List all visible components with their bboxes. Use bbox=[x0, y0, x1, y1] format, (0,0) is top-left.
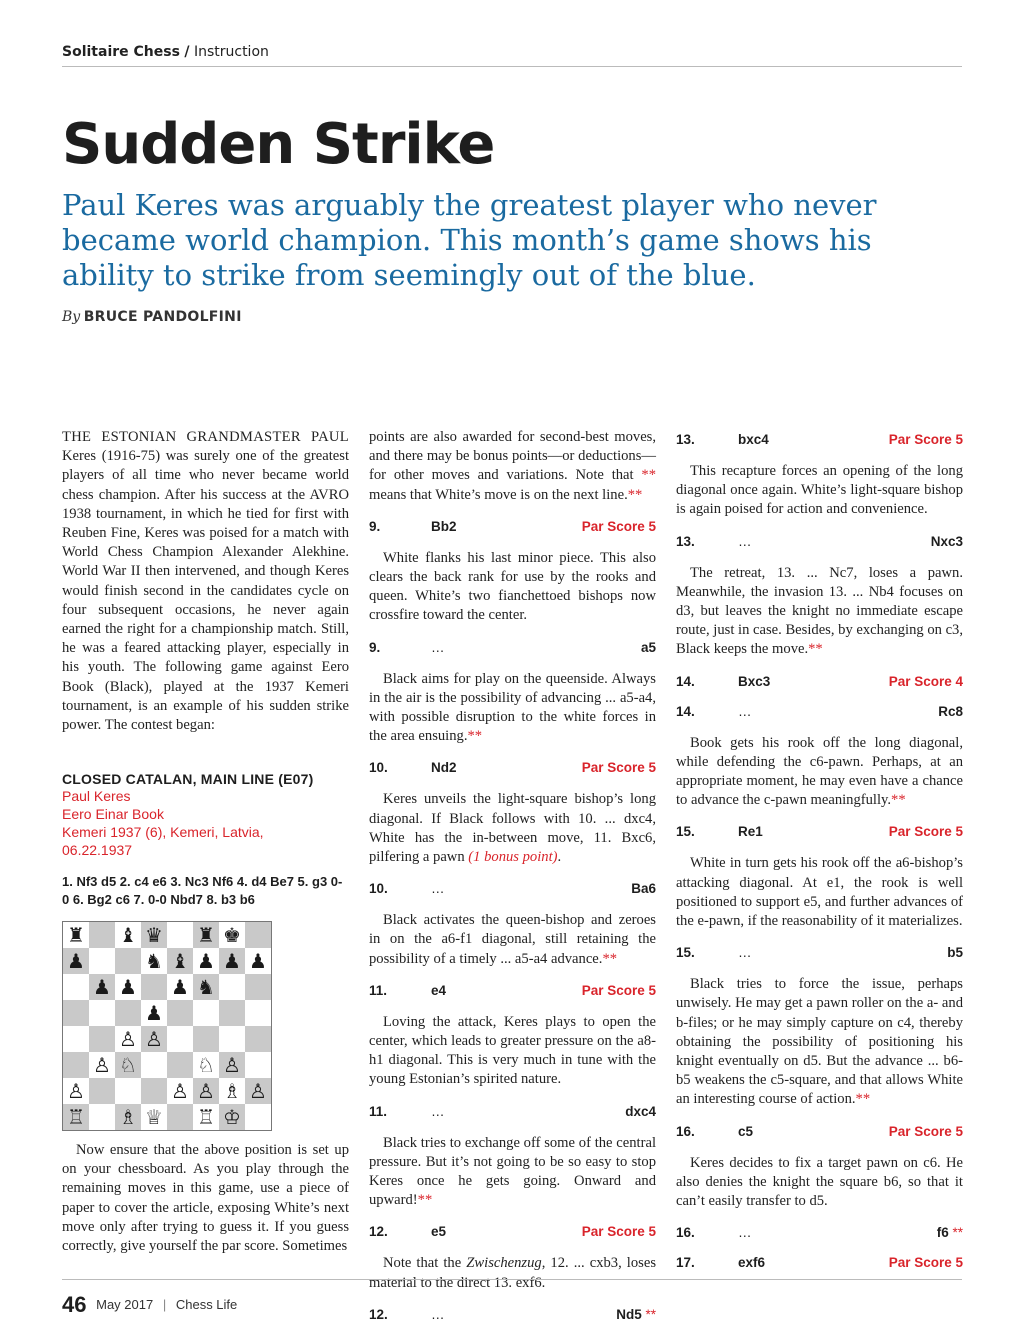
chess-piece-icon: ♗ bbox=[223, 1079, 241, 1103]
move-ellipsis: … bbox=[431, 881, 445, 897]
board-square-c2 bbox=[115, 1078, 141, 1104]
board-square-e7 bbox=[167, 948, 193, 974]
comment-13-black bbox=[676, 564, 963, 660]
article-title: Sudden Strike bbox=[62, 112, 495, 177]
chess-piece-icon: ♟ bbox=[197, 949, 215, 973]
board-square-g5 bbox=[219, 1000, 245, 1026]
move-number: 12. bbox=[369, 1224, 388, 1240]
board-square-a2 bbox=[63, 1078, 89, 1104]
move-san: a5 bbox=[640, 639, 656, 655]
chess-piece-icon: ♟ bbox=[223, 949, 241, 973]
article-deck: Paul Keres was arguably the greatest player who never became world champion. This month’s game shows his ability to strike from seemingly out of the blue. bbox=[62, 188, 877, 292]
move-san: Bb2 bbox=[431, 518, 457, 534]
board-square-b2 bbox=[89, 1078, 115, 1104]
chess-piece-icon: ♔ bbox=[223, 1105, 241, 1129]
move-number: 10. bbox=[369, 760, 388, 776]
comment-text: Keres unveils the light-square bishop’s long diagonal. If Black follows with 10. ... dxc4, White has the in-between move, 11. Bxc6, pilfering a pawn bbox=[369, 791, 656, 866]
byline-by: By bbox=[62, 309, 81, 325]
chess-piece-icon: ♖ bbox=[197, 1105, 215, 1129]
move-number: 11. bbox=[369, 1103, 388, 1119]
move-ellipsis: … bbox=[431, 1306, 445, 1322]
comment-text: Book gets his rook off the long diagonal, while defending the c6-pawn. Perhaps, at an appropriate moment, he may even have a chance to advance the c-pawn meaningfully. bbox=[676, 734, 963, 809]
header-category: Instruction bbox=[193, 44, 269, 60]
italic-term: Zwischenzug bbox=[466, 1255, 542, 1272]
comment-12-white bbox=[369, 1254, 656, 1292]
board-square-e3 bbox=[167, 1052, 193, 1078]
chess-piece-icon: ♞ bbox=[197, 975, 215, 999]
board-square-f8 bbox=[193, 922, 219, 948]
par-score: Par Score 5 bbox=[888, 1123, 963, 1139]
board-square-e1 bbox=[167, 1104, 193, 1130]
chess-piece-icon: ♙ bbox=[197, 1079, 215, 1103]
board-square-d6 bbox=[141, 974, 167, 1000]
chess-piece-icon: ♙ bbox=[249, 1079, 267, 1103]
board-square-d5 bbox=[141, 1000, 167, 1026]
chess-piece-icon: ♕ bbox=[145, 1105, 163, 1129]
board-square-a7 bbox=[63, 948, 89, 974]
chess-piece-icon: ♙ bbox=[145, 1027, 163, 1051]
move-ellipsis: … bbox=[738, 703, 752, 719]
board-square-d2 bbox=[141, 1078, 167, 1104]
move-san: f6 bbox=[936, 1225, 949, 1241]
move-number: 14. bbox=[676, 673, 695, 689]
par-score: Par Score 5 bbox=[888, 824, 963, 840]
star-marker: ** bbox=[627, 486, 643, 503]
game-event: Kemeri 1937 (6), Kemeri, Latvia, bbox=[62, 824, 264, 841]
board-square-c3 bbox=[115, 1052, 141, 1078]
star-marker: ** bbox=[645, 1306, 656, 1322]
board-square-f4 bbox=[193, 1026, 219, 1052]
star-marker: ** bbox=[467, 728, 483, 745]
board-square-b1 bbox=[89, 1104, 115, 1130]
board-square-b3 bbox=[89, 1052, 115, 1078]
move-11-white bbox=[369, 983, 656, 999]
move-ellipsis: … bbox=[431, 1103, 445, 1119]
move-ellipsis: … bbox=[738, 1225, 752, 1241]
par-score: Par Score 5 bbox=[888, 432, 963, 447]
chess-piece-icon: ♘ bbox=[119, 1053, 137, 1077]
header-separator: / bbox=[184, 44, 190, 60]
board-square-d8 bbox=[141, 922, 167, 948]
star-marker: ** bbox=[417, 1192, 433, 1209]
move-16-white bbox=[676, 1124, 963, 1140]
move-11-black bbox=[369, 1104, 656, 1120]
move-number: 14. bbox=[676, 703, 695, 719]
chess-piece-icon: ♚ bbox=[223, 923, 241, 947]
issue-date: May 2017 bbox=[96, 1297, 154, 1312]
board-square-h5 bbox=[245, 1000, 271, 1026]
move-number: 13. bbox=[676, 432, 695, 447]
chess-piece-icon: ♟ bbox=[93, 975, 111, 999]
move-number: 16. bbox=[676, 1225, 695, 1241]
column-3 bbox=[676, 432, 963, 1285]
comment-11-black bbox=[369, 1134, 656, 1211]
chess-piece-icon: ♜ bbox=[67, 923, 85, 947]
chess-piece-icon: ♙ bbox=[119, 1027, 137, 1051]
chess-piece-icon: ♗ bbox=[119, 1105, 137, 1129]
board-square-h4 bbox=[245, 1026, 271, 1052]
move-10-white bbox=[369, 760, 656, 776]
board-square-h8 bbox=[245, 922, 271, 948]
comment-15-black bbox=[676, 975, 963, 1109]
chess-piece-icon: ♙ bbox=[171, 1079, 189, 1103]
comment-15-white: White in turn gets his rook off the a6-bishop’s attacking diagonal. At e1, the rook is well positioned to support e5, and further advances of the e-pawn, if the reasonability of it materializes. bbox=[676, 855, 963, 930]
comment-text: Black tries to exchange off some of the central pressure. But it’s not going to be so easy to stop Keres once he gets going. Onward and upward! bbox=[369, 1134, 656, 1209]
move-12-white bbox=[369, 1224, 656, 1240]
page-footer bbox=[62, 1292, 237, 1318]
running-header bbox=[62, 44, 962, 60]
magazine-name: Chess Life bbox=[175, 1297, 238, 1312]
move-number: 17. bbox=[676, 1255, 695, 1271]
page-number: 46 bbox=[62, 1292, 87, 1317]
board-square-a6 bbox=[63, 974, 89, 1000]
move-san: Nxc3 bbox=[930, 533, 963, 549]
move-number: 12. bbox=[369, 1306, 388, 1322]
board-square-g2 bbox=[219, 1078, 245, 1104]
move-13-white bbox=[676, 432, 963, 448]
move-number: 16. bbox=[676, 1123, 695, 1139]
board-square-d1 bbox=[141, 1104, 167, 1130]
move-san: Re1 bbox=[738, 824, 763, 840]
move-13-black bbox=[676, 534, 963, 550]
star-marker: ** bbox=[855, 1091, 871, 1108]
comment-9-white: White flanks his last minor piece. This also clears the back rank for use by the rooks and queen. White’s two fianchettoed bishops now crossfire toward the center. bbox=[369, 549, 656, 624]
chess-piece-icon: ♖ bbox=[67, 1105, 85, 1129]
move-number: 11. bbox=[369, 982, 388, 998]
board-square-f7 bbox=[193, 948, 219, 974]
star-marker: ** bbox=[602, 950, 618, 967]
move-san: e4 bbox=[431, 982, 447, 998]
footer-divider bbox=[62, 1279, 962, 1280]
board-square-f3 bbox=[193, 1052, 219, 1078]
board-square-c7 bbox=[115, 948, 141, 974]
board-square-b8 bbox=[89, 922, 115, 948]
board-square-h7 bbox=[245, 948, 271, 974]
board-square-g6 bbox=[219, 974, 245, 1000]
move-san: b5 bbox=[947, 945, 963, 961]
move-san: Nd5 bbox=[616, 1306, 642, 1322]
star-marker: ** bbox=[641, 467, 656, 484]
move-12-black bbox=[369, 1307, 656, 1323]
board-square-b4 bbox=[89, 1026, 115, 1052]
opening-moves: 1. Nf3 d5 2. c4 e6 3. Nc3 Nf6 4. d4 Be7 5. g3 0-0 6. Bg2 c6 7. 0-0 Nbd7 8. b3 b6 bbox=[62, 874, 343, 908]
chess-piece-icon: ♛ bbox=[145, 923, 163, 947]
board-square-c5 bbox=[115, 1000, 141, 1026]
star-marker: ** bbox=[808, 641, 823, 658]
game-date: 06.22.1937 bbox=[62, 842, 133, 859]
board-square-g3 bbox=[219, 1052, 245, 1078]
move-san: bxc4 bbox=[738, 432, 769, 447]
chess-piece-icon: ♘ bbox=[197, 1053, 215, 1077]
column-1-continued bbox=[62, 1141, 349, 1256]
move-ellipsis: … bbox=[738, 945, 752, 961]
move-number: 15. bbox=[676, 824, 695, 840]
scoring-text: points are also awarded for second-best moves, and there may be bonus points—or deductions— for other moves and variations. Note that bbox=[369, 429, 656, 484]
board-square-a8 bbox=[63, 922, 89, 948]
comment-text: Black aims for play on the queenside. Always in the air is the possibility of advancing ... a5-a4, with possible disruption to the white forces in the area ensuing. bbox=[369, 670, 656, 745]
move-9-black bbox=[369, 640, 656, 656]
board-square-b5 bbox=[89, 1000, 115, 1026]
board-square-c4 bbox=[115, 1026, 141, 1052]
move-san: Nd2 bbox=[431, 760, 457, 776]
comment-11-white: Loving the attack, Keres plays to open the center, which leads to greater pressure on the a8-h1 diagonal. This is very much in tune with the young Estonian’s spirited nature. bbox=[369, 1013, 656, 1088]
move-ellipsis: … bbox=[738, 533, 752, 549]
par-score: Par Score 5 bbox=[581, 982, 656, 998]
move-14-black bbox=[676, 704, 963, 720]
comment-14-black bbox=[676, 734, 963, 811]
board-square-h1 bbox=[245, 1104, 271, 1130]
star-marker: ** bbox=[891, 792, 906, 809]
board-square-e4 bbox=[167, 1026, 193, 1052]
chess-piece-icon: ♞ bbox=[145, 949, 163, 973]
intro-text: Keres (1916-75) was surely one of the greatest players of all time who never became world chess champion. After his success at the AVRO 1938 tournament, in which he tied for first with Reuben Fine, Keres was poised for a match with World Chess Champion Alexander Alekhine. World War II then intervened, and though Keres would finish second in the candidates cycle on four subsequent occasions, he never again earned the right for a championship match. Still, he was a feared attacking player, especially in his youth. The following game against Eero Book (Black), played at the 1937 Kemeri tournament, is an example of his sudden strike power. The contest began: bbox=[62, 448, 349, 734]
board-square-b7 bbox=[89, 948, 115, 974]
move-number: 15. bbox=[676, 945, 695, 961]
scoring-text-b: means that White’s move is on the next line. bbox=[369, 486, 628, 503]
comment-text: The retreat, 13. ... Nc7, loses a pawn. Meanwhile, the invasion 13. ... Nb4 focuses on d3, but leaves the knight no immediate escape route, just in case. Besides, by exchanging on c3, Black keeps the move. bbox=[676, 564, 963, 658]
par-score: Par Score 5 bbox=[581, 518, 656, 534]
board-square-g4 bbox=[219, 1026, 245, 1052]
move-15-black bbox=[676, 945, 963, 961]
chess-piece-icon: ♟ bbox=[249, 949, 267, 973]
comment-16-white: Keres decides to fix a target pawn on c6. He also denies the knight the square b6, so that it can’t easily transfer to d5. bbox=[676, 1154, 963, 1210]
board-square-c8 bbox=[115, 922, 141, 948]
chess-piece-icon: ♟ bbox=[119, 975, 137, 999]
comment-13-white: This recapture forces an opening of the long diagonal once again. White’s light-square bishop is again poised for action and convenience. bbox=[676, 463, 963, 518]
move-14-white bbox=[676, 674, 963, 690]
comment-9-black bbox=[369, 670, 656, 747]
footer-separator: | bbox=[162, 1297, 167, 1312]
board-square-a5 bbox=[63, 1000, 89, 1026]
chess-piece-icon: ♙ bbox=[93, 1053, 111, 1077]
move-number: 13. bbox=[676, 533, 695, 549]
move-number: 10. bbox=[369, 881, 388, 897]
comment-10-white: Keres unveils the light-square bishop’s long diagonal. If Black follows with 10. ... dxc4, White has the in-between move, 11. Bxc6, pilfering a pawn (1 bonus point). bbox=[369, 791, 656, 866]
board-square-c6 bbox=[115, 974, 141, 1000]
move-10-black bbox=[369, 881, 656, 897]
column-1 bbox=[62, 428, 349, 909]
board-square-c1 bbox=[115, 1104, 141, 1130]
intro-paragraph bbox=[62, 428, 349, 735]
scoring-paragraph bbox=[369, 428, 656, 505]
chess-piece-icon: ♙ bbox=[67, 1079, 85, 1103]
move-number: 9. bbox=[369, 518, 381, 534]
board-square-e5 bbox=[167, 1000, 193, 1026]
byline bbox=[62, 309, 242, 326]
board-square-a4 bbox=[63, 1026, 89, 1052]
comment-text: Black tries to force the issue, perhaps unwisely. He may get a pawn roller on the a- and b-files; or he may simply capture on c4, thereby obtaining the possibility of positioning his knight eventually on d5. But the advance ... b6-b5 weakens the c5-square, and that allows White an interesting course of action. bbox=[676, 976, 963, 1108]
board-square-f5 bbox=[193, 1000, 219, 1026]
move-san: c5 bbox=[738, 1123, 754, 1139]
board-square-f6 bbox=[193, 974, 219, 1000]
board-square-h6 bbox=[245, 974, 271, 1000]
chess-piece-icon: ♝ bbox=[119, 923, 137, 947]
par-score: Par Score 5 bbox=[888, 1255, 963, 1271]
chess-piece-icon: ♙ bbox=[223, 1053, 241, 1077]
chess-board-diagram bbox=[62, 921, 272, 1131]
move-san: Ba6 bbox=[631, 881, 656, 897]
board-square-e2 bbox=[167, 1078, 193, 1104]
game-white-player: Paul Keres bbox=[62, 788, 131, 805]
board-square-g8 bbox=[219, 922, 245, 948]
board-square-d7 bbox=[141, 948, 167, 974]
board-square-g7 bbox=[219, 948, 245, 974]
board-square-a1 bbox=[63, 1104, 89, 1130]
board-square-e6 bbox=[167, 974, 193, 1000]
par-score: Par Score 5 bbox=[581, 1224, 656, 1240]
board-square-f2 bbox=[193, 1078, 219, 1104]
intro-lead: THE ESTONIAN GRANDMASTER PAUL bbox=[62, 429, 349, 445]
byline-author: BRUCE PANDOLFINI bbox=[83, 309, 242, 325]
board-square-h2 bbox=[245, 1078, 271, 1104]
chess-piece-icon: ♟ bbox=[145, 1001, 163, 1025]
game-heading: CLOSED CATALAN, MAIN LINE (E07) bbox=[62, 771, 314, 788]
board-square-g1 bbox=[219, 1104, 245, 1130]
after-board-paragraph: Now ensure that the above position is set up on your chessboard. As you play through the remaining moves in this game, use a piece of paper to cover the article, exposing White’s next move only after trying to guess it. If you guess correctly, give yourself the par score. Sometimes bbox=[62, 1142, 349, 1255]
par-score: Par Score 4 bbox=[888, 673, 963, 689]
game-black-player: Eero Einar Book bbox=[62, 806, 164, 823]
move-san: Rc8 bbox=[938, 703, 963, 719]
move-15-white bbox=[676, 824, 963, 840]
move-16-black bbox=[676, 1225, 963, 1241]
comment-10-black bbox=[369, 911, 656, 969]
move-number: 9. bbox=[369, 639, 381, 655]
header-section: Solitaire Chess bbox=[62, 44, 180, 60]
column-2 bbox=[369, 428, 656, 1337]
board-square-f1 bbox=[193, 1104, 219, 1130]
comment-text: Note that the bbox=[383, 1255, 462, 1272]
board-square-b6 bbox=[89, 974, 115, 1000]
board-square-a3 bbox=[63, 1052, 89, 1078]
move-san: dxc4 bbox=[625, 1103, 656, 1119]
board-square-d3 bbox=[141, 1052, 167, 1078]
par-score: Par Score 5 bbox=[581, 760, 656, 776]
board-square-e8 bbox=[167, 922, 193, 948]
bonus-note: (1 bonus point) bbox=[468, 849, 558, 866]
comment-text-b: , 12. ... cxb3, loses material to the direct 13. exf6. bbox=[369, 1255, 656, 1291]
chess-piece-icon: ♝ bbox=[171, 949, 189, 973]
move-san: Bxc3 bbox=[738, 673, 771, 689]
move-9-white bbox=[369, 519, 656, 535]
board-square-d4 bbox=[141, 1026, 167, 1052]
move-san: exf6 bbox=[738, 1255, 766, 1271]
header-divider bbox=[62, 66, 962, 67]
move-17-white bbox=[676, 1255, 963, 1271]
chess-piece-icon: ♟ bbox=[171, 975, 189, 999]
chess-piece-icon: ♟ bbox=[67, 949, 85, 973]
chess-piece-icon: ♜ bbox=[197, 923, 215, 947]
move-san: e5 bbox=[431, 1224, 447, 1240]
comment-text: Black activates the queen-bishop and zeroes in on the a6-f1 diagonal, still retaining the possibility of a timely ... a5-a4 advance. bbox=[369, 912, 656, 967]
star-marker: ** bbox=[952, 1225, 963, 1241]
move-ellipsis: … bbox=[431, 639, 445, 655]
board-square-h3 bbox=[245, 1052, 271, 1078]
